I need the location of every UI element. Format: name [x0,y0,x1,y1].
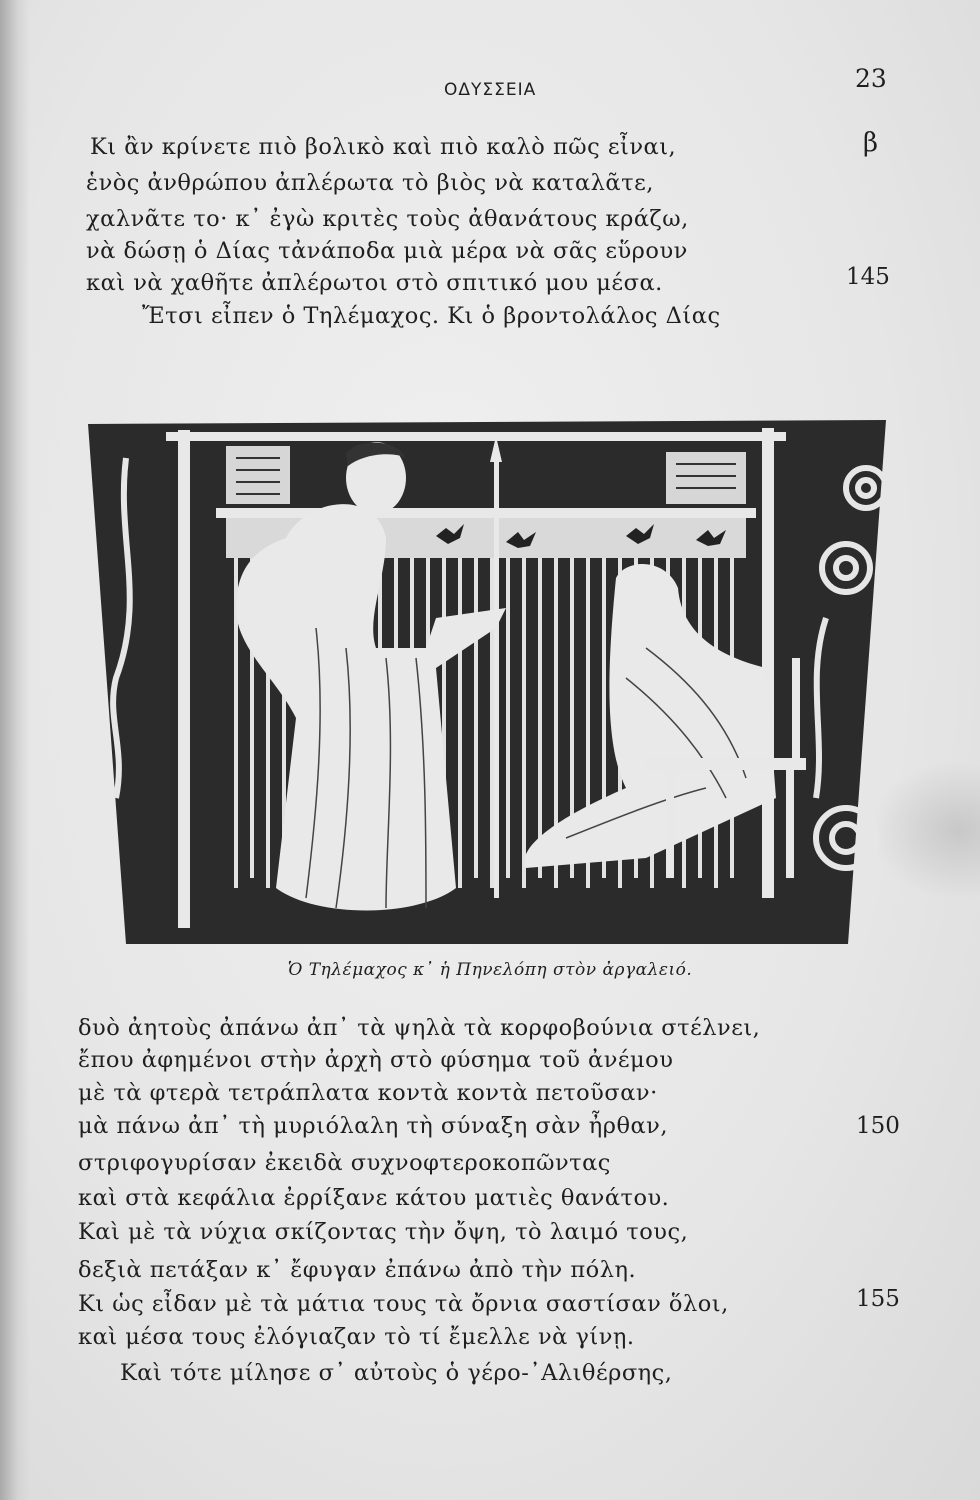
line-number: 145 [846,264,890,290]
verse-line: καὶ νὰ χαθῆτε ἀπλέρωτοι στὸ σπιτικό μου μέσα. [86,270,663,296]
page-number: 23 [855,64,887,93]
spear [494,458,499,898]
verse-line: Κι ὡς εἶδαν μὲ τὰ μάτια τους τὰ ὄρνια σαστίσαν ὅλοι, [78,1291,729,1317]
loom-right-post [762,428,774,898]
vase-painting-illustration [86,418,888,946]
verse-line: Κι ἂν κρίνετε πιὸ βολικὸ καὶ πιὸ καλὸ πῶς εἶναι, [90,134,677,160]
verse-line: νὰ δώσῃ ὁ Δίας τἀνάποδα μιὰ μέρα νὰ σᾶς εὕρουν [86,238,688,264]
verse-line: Καὶ τότε μίλησε σ᾽ αὐτοὺς ὁ γέρο-᾽Αλιθέρσης, [120,1360,673,1386]
woven-cloth-right [666,452,746,504]
signature-mark: β [863,128,879,158]
verse-line: Ἔτσι εἶπεν ὁ Τηλέμαχος. Κι ὁ βροντολάλος Δίας [142,303,721,329]
verse-line: καὶ μέσα τους ἐλόγιαζαν τὸ τί ἔμελλε νὰ γίνῃ. [78,1324,635,1350]
verse-line: Καὶ μὲ τὰ νύχια σκίζοντας τὴν ὄψη, τὸ λαιμό τους, [78,1219,689,1245]
verse-line: μὲ τὰ φτερὰ τετράπλατα κοντὰ κοντὰ πετοῦσαν· [78,1080,658,1106]
verse-line: δυὸ ἀητοὺς ἀπάνω ἀπ᾽ τὰ ψηλὰ τὰ κορφοβούνια στέλνει, [78,1015,761,1041]
running-title: ΟΔΥΣΣΕΙΑ [444,80,537,100]
loom-scene-drawing [86,418,888,946]
verse-line: στριφογυρίσαν ἐκειδὰ συχνοφτεροκοπῶντας [78,1150,611,1176]
loom-left-post [178,430,190,928]
line-number: 150 [856,1113,900,1139]
loom-top-beam [166,432,786,441]
verse-line: δεξιὰ πετάξαν κ᾽ ἔφυγαν ἐπάνω ἀπὸ τὴν πόλη. [78,1257,637,1283]
page-spine-shadow [0,0,30,1500]
figure-caption: Ὁ Τηλέμαχος κ᾽ ἡ Πηνελόπη στὸν ἀργαλειό. [287,960,693,980]
loom-cloth-beam [216,508,756,518]
woven-cloth-left [226,446,290,504]
verse-line: μὰ πάνω ἀπ᾽ τὴ μυριόλαλη τὴ σύναξη σὰν ἦρθαν, [78,1113,669,1139]
verse-line: ἔπου ἀφημένοι στὴν ἀρχὴ στὸ φύσημα τοῦ ἀνέμου [78,1047,674,1073]
line-number: 155 [856,1286,900,1312]
verse-line: καὶ στὰ κεφάλια ἐρρίξανε κάτου ματιὲς θανάτου. [78,1185,670,1211]
verse-line: χαλνᾶτε το· κ᾽ ἐγὼ κριτὲς τοὺς ἀθανάτους κράζω, [86,206,689,232]
verse-line: ἑνὸς ἀνθρώπου ἀπλέρωτα τὸ βιὸς νὰ καταλᾶτε, [86,170,654,196]
